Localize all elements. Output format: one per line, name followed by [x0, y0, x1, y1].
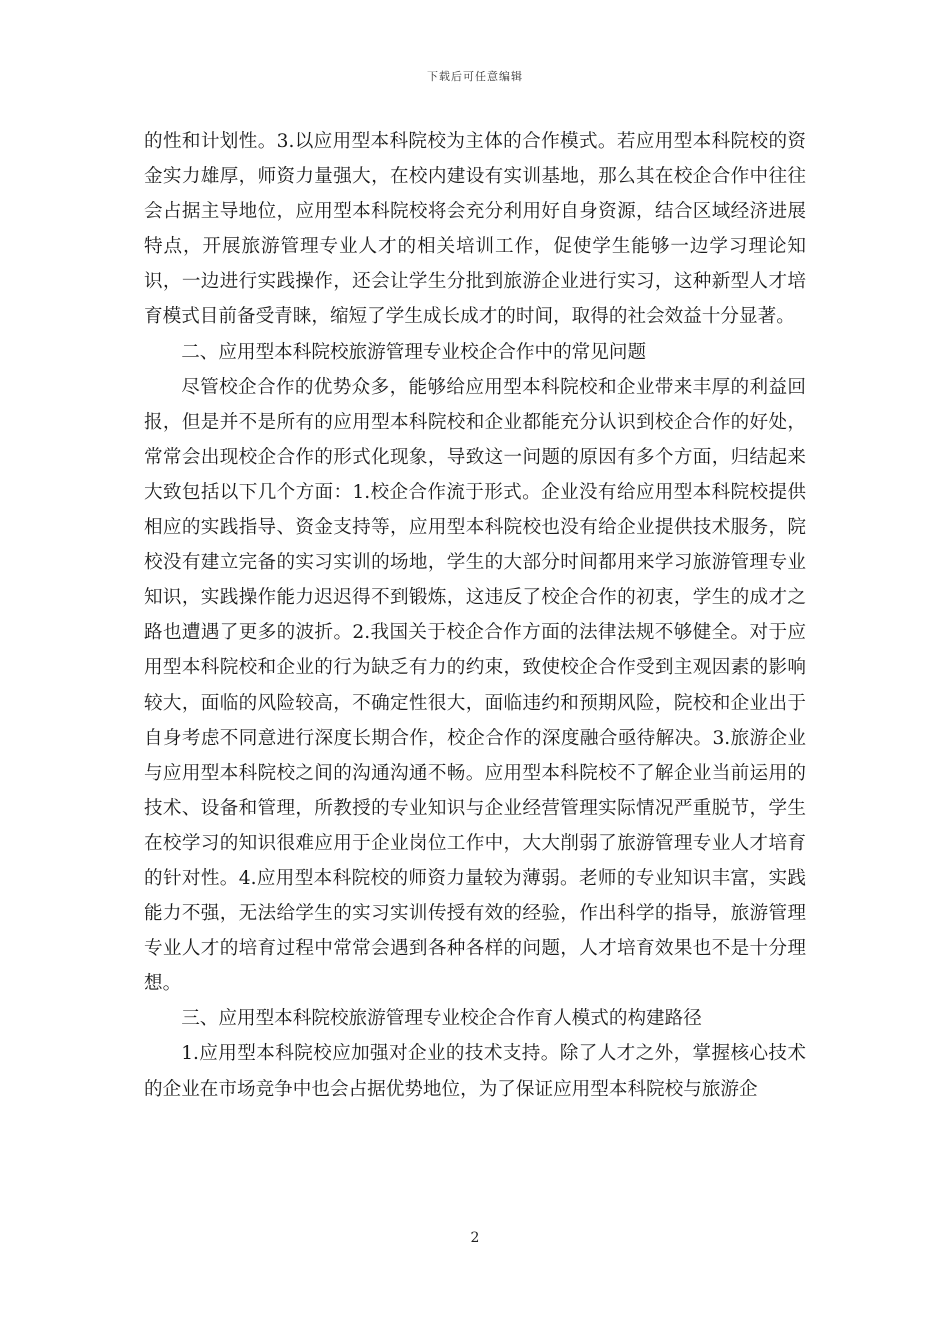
page-number: 2 [470, 1230, 480, 1246]
section-heading-2: 二、应用型本科院校旅游管理专业校企合作中的常见问题 [181, 341, 647, 363]
download-note: 下载后可任意编辑 [427, 70, 523, 83]
paragraph-common-problems: 尽管校企合作的优势众多，能够给应用型本科院校和企业带来丰厚的利益回报，但是并不是所有的应用型本科院校和企业都能充分认识到校企合作的好处，常常会出现校企合作的形式化现象，导致这一问题的原因有多个方面，归结起来大致包括以下几个方面：1.校企合作流于形式。企业没有给应用型本科院校提供相应的实践指导、资金支持等，应用型本科院校也没有给企业提供技术服务，院校没有建立完备的实习实训的场地，学生的大部分时间都用来学习旅游管理专业知识，实践操作能力迟迟得不到锻炼，这违反了校企合作的初衷，学生的成才之路也遭遇了更多的波折。2.我国关于校企合作方面的法律法规不够健全。对于应用型本科院校和企业的行为缺乏有力的约束，致使校企合作受到主观因素的影响较大，面临的风险较高，不确定性很大，面临违约和预期风险，院校和企业出于自身考虑不同意进行深度长期合作，校企合作的深度融合亟待解决。3.旅游企业与应用型本科院校之间的沟通沟通不畅。应用型本科院校不了解企业当前运用的技术、设备和管理，所教授的专业知识与企业经营管理实际情况严重脱节，学生在校学习的知识很难应用于企业岗位工作中，大大削弱了旅游管理专业人才培育的针对性。4.应用型本科院校的师资力量较为薄弱。老师的专业知识丰富，实践能力不强，无法给学生的实习实训传授有效的经验，作出科学的指导，旅游管理专业人才的培育过程中常常会遇到各种各样的问题，人才培育效果也不是十分理想。 [144, 376, 806, 995]
section-heading-3: 三、应用型本科院校旅游管理专业校企合作育人模式的构建路径 [181, 1008, 702, 1030]
document-body [144, 124, 806, 1107]
paragraph-continued: 的性和计划性。3.以应用型本科院校为主体的合作模式。若应用型本科院校的资金实力雄厚，师资力量强大，在校内建设有实训基地，那么其在校企合作中往往会占据主导地位，应用型本科院校将会充分利用好自身资源，结合区域经济进展特点，开展旅游管理专业人才的相关培训工作，促使学生能够一边学习理论知识，一边进行实践操作，还会让学生分批到旅游企业进行实习，这种新型人才培育模式目前备受青睐，缩短了学生成长成才的时间，取得的社会效益十分显著。 [144, 131, 806, 328]
paragraph-construction-path: 1.应用型本科院校应加强对企业的技术支持。除了人才之外，掌握核心技术的企业在市场竞争中也会占据优势地位，为了保证应用型本科院校与旅游企 [144, 1043, 806, 1100]
